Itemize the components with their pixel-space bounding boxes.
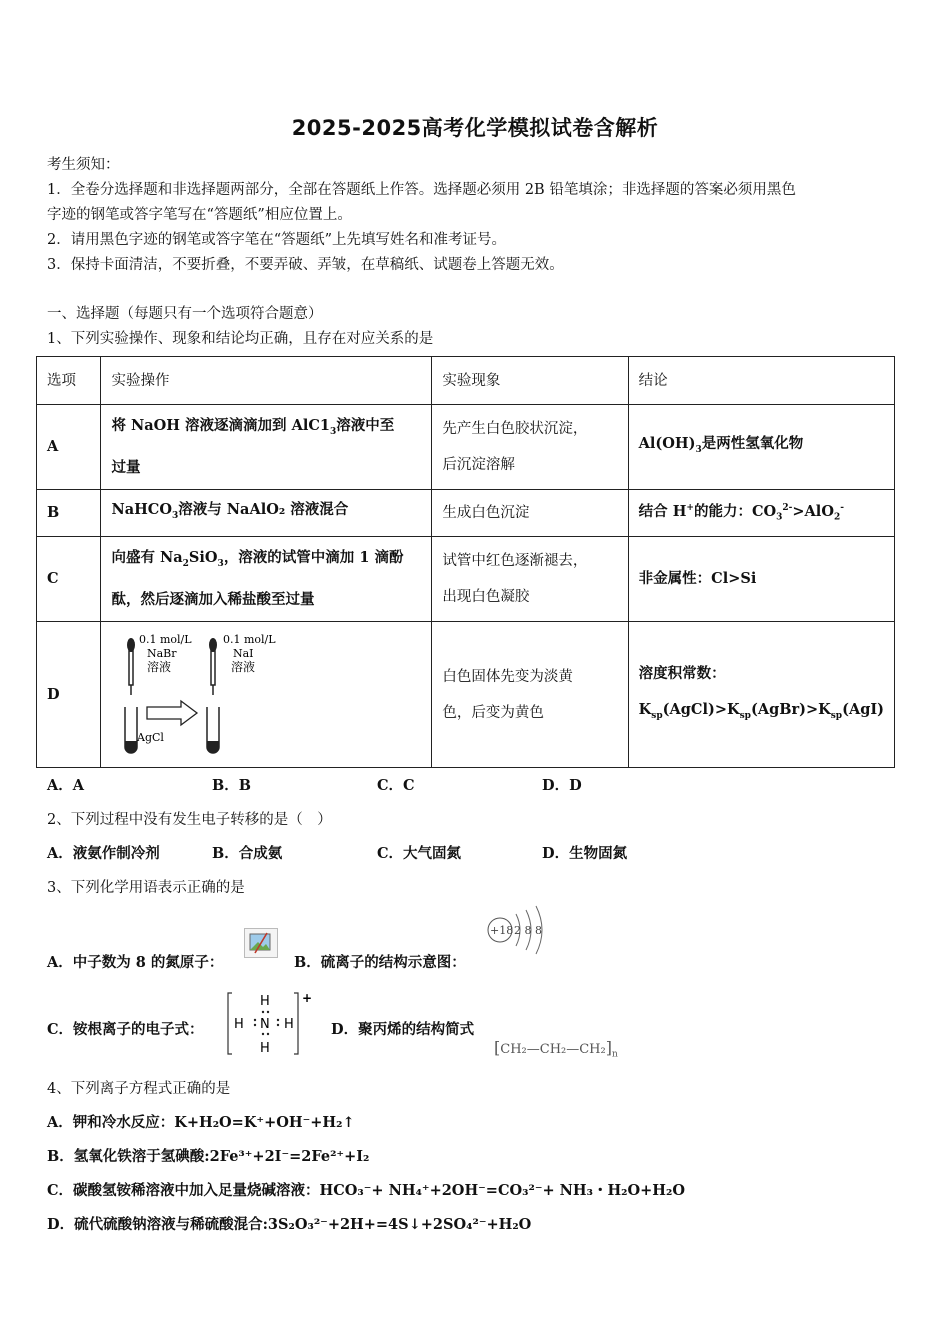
header-operation: 实验操作 — [101, 357, 432, 405]
row-conclusion: 结合 H+的能力：$CO_3^{2-}>AlO_2^-$ — [628, 490, 894, 537]
solution-label-1b: 溶液 — [147, 659, 172, 674]
notice-heading: 考生须知： — [47, 157, 120, 173]
atom-h-left: H — [234, 1017, 244, 1032]
shell-electrons-label: 2 8 8 — [514, 924, 542, 937]
polypropylene-formula: $[CH_2—CH_2—CH_2]_n$ — [494, 1038, 618, 1060]
notice-line-1b: 字迹的钢笔或答字笔写在“答题纸”相应位置上。 — [47, 207, 352, 223]
q2-choice-d[interactable]: D．生物固氮 — [542, 845, 628, 862]
q3-stem: 3、下列化学用语表示正确的是 — [47, 880, 245, 896]
ammonium-electron-formula — [224, 990, 314, 1060]
q4-choice-c[interactable]: C．碳酸氢铵稀溶液中加入足量烧碱溶液：HCO₃⁻+ NH₄⁺+2OH⁻=CO₃²⁻+ NH₃・H₂O+H₂O — [47, 1182, 685, 1199]
test-tube-left-icon — [125, 707, 137, 753]
row-option: A — [37, 405, 101, 490]
q3-choice-a[interactable]: A．中子数为 8 的氮原子： — [47, 954, 224, 971]
row-option: B — [37, 490, 101, 537]
q4-stem: 4、下列离子方程式正确的是 — [47, 1081, 231, 1097]
atom-n-center: N — [260, 1017, 270, 1032]
dropper-right-icon — [209, 638, 217, 695]
q4-choice-b[interactable]: B．氢氧化铁溶于氢碘酸:2Fe³⁺+2I⁻=2Fe²⁺+I₂ — [47, 1148, 370, 1165]
header-option: 选项 — [37, 357, 101, 405]
q4-choice-a[interactable]: A．钾和冷水反应：K+H₂O=K⁺+OH⁻+H₂↑ — [47, 1114, 355, 1131]
q3-choice-b[interactable]: B．硫离子的结构示意图： — [294, 954, 466, 971]
row-operation: NaHCO$_3$溶液与 NaAlO₂ 溶液混合 — [101, 490, 432, 537]
q2-choice-a[interactable]: A．液氨作制冷剂 — [47, 845, 160, 862]
nucleus-label: +18 — [490, 924, 514, 937]
broken-image-icon — [244, 928, 278, 958]
q2-stem: 2、下列过程中没有发生电子转移的是（ ） — [47, 812, 332, 828]
atom-h-top: H — [260, 994, 270, 1009]
row-option: C — [37, 537, 101, 622]
solid-label: AgCl — [137, 730, 165, 744]
atom-h-bottom: H — [260, 1041, 270, 1056]
page-title: 2025-2025高考化学模拟试卷含解析 — [291, 116, 659, 140]
row-option: D — [37, 622, 101, 768]
q2-choice-b[interactable]: B．合成氨 — [212, 845, 283, 862]
test-tube-right-icon — [207, 707, 219, 753]
header-phenomenon: 实验现象 — [432, 357, 628, 405]
table-header-row — [37, 357, 895, 405]
q3-choice-c[interactable]: C．铵根离子的电子式： — [47, 1021, 204, 1038]
section-heading: 一、选择题（每题只有一个选项符合题意） — [47, 306, 323, 322]
notice-line-1a: 1．全卷分选择题和非选择题两部分，全部在答题纸上作答。选择题必须用 2B 铅笔填涂；非选择题的答案必须用黑色 — [47, 182, 796, 198]
solution-label-2a: NaI — [233, 646, 254, 660]
row-operation: 向盛有 $Na_2SiO_3$，溶液的试管中滴加 1 滴酚 酞，然后逐滴加入稀盐酸至过量 — [101, 537, 432, 622]
q1-choice-d[interactable]: D．D — [542, 777, 582, 794]
table-row — [37, 537, 895, 622]
q1-choice-c[interactable]: C．C — [377, 777, 415, 794]
row-operation-figure — [101, 622, 432, 768]
row-conclusion: $Al(OH)_3$是两性氢氧化物 — [628, 405, 894, 490]
q4-choice-d[interactable]: D．硫代硫酸钠溶液与稀硫酸混合:3S₂O₃²⁻+2H+=4S↓+2SO₄²⁻+H₂O — [47, 1216, 532, 1233]
row-phenomenon: 试管中红色逐渐褪去， 出现白色凝胶 — [432, 537, 628, 622]
row-operation: 将 NaOH 溶液逐滴滴加到 $AlC1_3$溶液中至 过量 — [101, 405, 432, 490]
row-phenomenon: 先产生白色胶状沉淀， 后沉淀溶解 — [432, 405, 628, 490]
arrow-right-icon — [147, 701, 197, 725]
sulfur-ion-structure-diagram — [484, 904, 554, 956]
q3-choice-d[interactable]: D．聚丙烯的结构简式 — [331, 1021, 475, 1038]
notice-line-3: 3．保持卡面清洁，不要折叠，不要弄破、弄皱，在草稿纸、试题卷上答题无效。 — [47, 257, 564, 273]
q2-choice-c[interactable]: C．大气固氮 — [377, 845, 462, 862]
table-row — [37, 622, 895, 768]
dropper-left-icon — [127, 638, 135, 695]
q1-choice-a[interactable]: A．A — [47, 777, 85, 794]
row-phenomenon: 生成白色沉淀 — [432, 490, 628, 537]
ion-charge: + — [302, 991, 313, 1005]
q1-choice-b[interactable]: B．B — [212, 777, 252, 794]
row-conclusion: 非金属性：Cl>Si — [628, 537, 894, 622]
solution-label-2b: 溶液 — [231, 659, 256, 674]
q1-stem: 1、下列实验操作、现象和结论均正确，且存在对应关系的是 — [47, 331, 434, 347]
table-row — [37, 405, 895, 490]
header-conclusion: 结论 — [628, 357, 894, 405]
row-phenomenon: 白色固体先变为淡黄 色，后变为黄色 — [432, 622, 628, 768]
q1-table — [36, 356, 895, 768]
row-conclusion: 溶度积常数： $K_{sp}(AgCl)>K_{sp}(AgBr)>K_{sp}(AgI)$ — [628, 622, 894, 768]
conc-label-1: 0.1 mol/L — [139, 632, 193, 646]
solution-label-1a: NaBr — [147, 646, 177, 660]
atom-h-right: H — [284, 1017, 294, 1032]
image-placeholder-icon — [245, 929, 277, 957]
table-row — [37, 490, 895, 537]
conc-label-2: 0.1 mol/L — [223, 632, 277, 646]
precipitate-conversion-figure — [121, 631, 321, 759]
notice-line-2: 2．请用黑色字迹的钢笔或答字笔在“答题纸”上先填写姓名和准考证号。 — [47, 232, 507, 248]
